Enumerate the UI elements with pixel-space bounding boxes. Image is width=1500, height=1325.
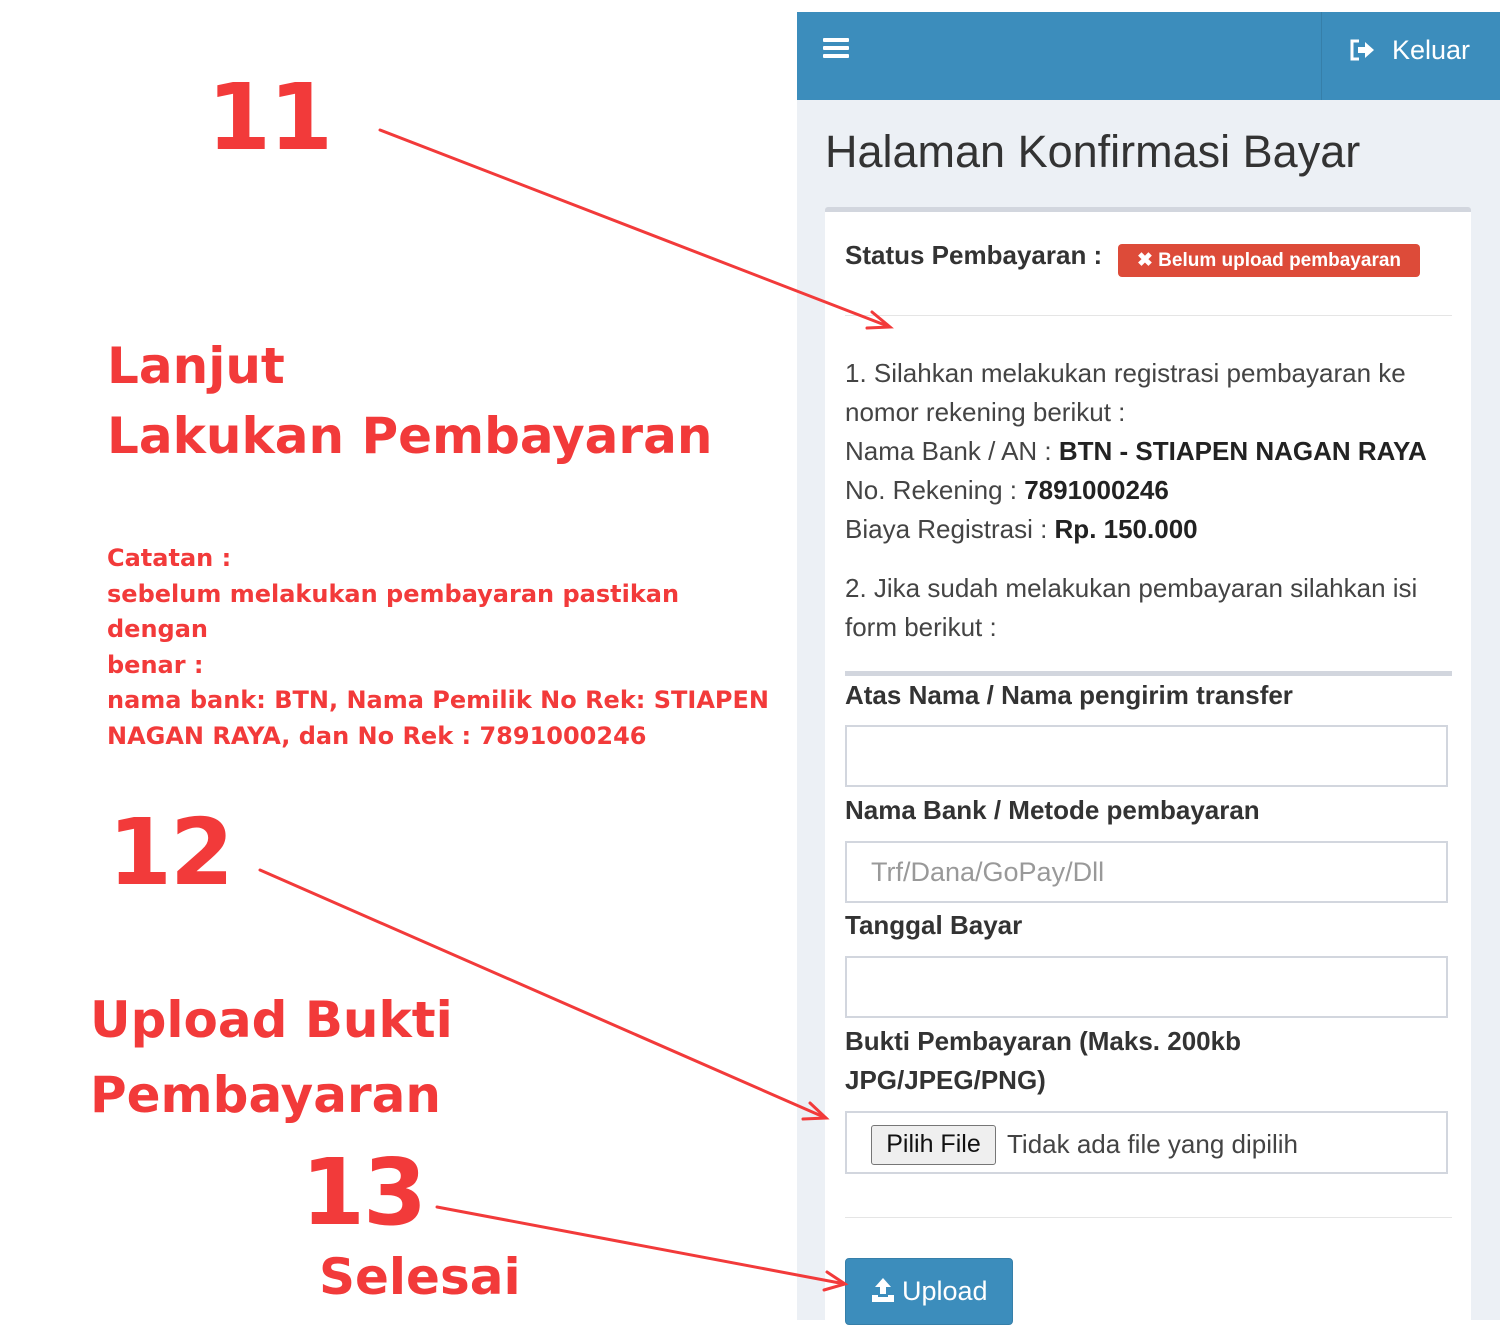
instruction-line: 1. Silahkan melakukan registrasi pembayaran ke bbox=[845, 358, 1406, 388]
payment-date-label: Tanggal Bayar bbox=[845, 910, 1023, 940]
sender-name-label: Atas Nama / Nama pengirim transfer bbox=[845, 680, 1293, 710]
status-badge-text: Belum upload pembayaran bbox=[1158, 250, 1402, 271]
bank-info-value: BTN - STIAPEN NAGAN RAYA bbox=[1058, 436, 1427, 466]
account-number-label: No. Rekening : bbox=[845, 475, 1025, 505]
note-line: nama bank: BTN, Nama Pemilik No Rek: STIAPEN bbox=[107, 686, 769, 714]
upload-label: Upload bbox=[902, 1276, 988, 1306]
step-13-number: 13 bbox=[301, 1139, 426, 1246]
step-12-title-line: Pembayaran bbox=[90, 1066, 441, 1124]
arrow-step-12 bbox=[260, 870, 826, 1118]
arrow-step-13 bbox=[437, 1207, 845, 1284]
registration-fee-value: Rp. 150.000 bbox=[1054, 514, 1198, 544]
proof-label-line: JPG/JPEG/PNG) bbox=[845, 1065, 1046, 1095]
arrow-step-11 bbox=[380, 130, 890, 327]
status-label: Status Pembayaran : bbox=[845, 240, 1103, 270]
step-11-title-line: Lanjut bbox=[107, 337, 285, 395]
step-13-title: Selesai bbox=[319, 1248, 521, 1306]
times-icon: ✖ bbox=[1136, 250, 1153, 271]
instruction-line: form berikut : bbox=[845, 612, 997, 642]
note-line: sebelum melakukan pembayaran pastikan dengan bbox=[107, 579, 680, 643]
proof-label-line: Bukti Pembayaran (Maks. 200kb bbox=[845, 1026, 1241, 1056]
logout-label: Keluar bbox=[1392, 35, 1471, 65]
payment-method-label: Nama Bank / Metode pembayaran bbox=[845, 795, 1260, 825]
choose-file-button[interactable]: Pilih File bbox=[871, 1125, 996, 1165]
note-line: NAGAN RAYA, dan No Rek : 7891000246 bbox=[107, 721, 647, 750]
instruction-line: nomor rekening berikut : bbox=[845, 397, 1126, 427]
step-12-number: 12 bbox=[108, 799, 233, 906]
account-number-value: 7891000246 bbox=[1024, 475, 1169, 505]
note-line: Catatan : bbox=[107, 544, 232, 572]
step-12-title-line: Upload Bukti bbox=[90, 991, 453, 1049]
bank-info-label: Nama Bank / AN : bbox=[845, 436, 1059, 466]
page-title: Halaman Konfirmasi Bayar bbox=[825, 126, 1361, 177]
note-line: benar : bbox=[107, 650, 204, 679]
step-11-number: 11 bbox=[207, 64, 332, 171]
file-status-text: Tidak ada file yang dipilih bbox=[1007, 1129, 1298, 1159]
instruction-line: 2. Jika sudah melakukan pembayaran silahkan isi bbox=[845, 573, 1418, 603]
step-11-title-line: Lakukan Pembayaran bbox=[107, 407, 713, 465]
registration-fee-label: Biaya Registrasi : bbox=[845, 514, 1055, 544]
